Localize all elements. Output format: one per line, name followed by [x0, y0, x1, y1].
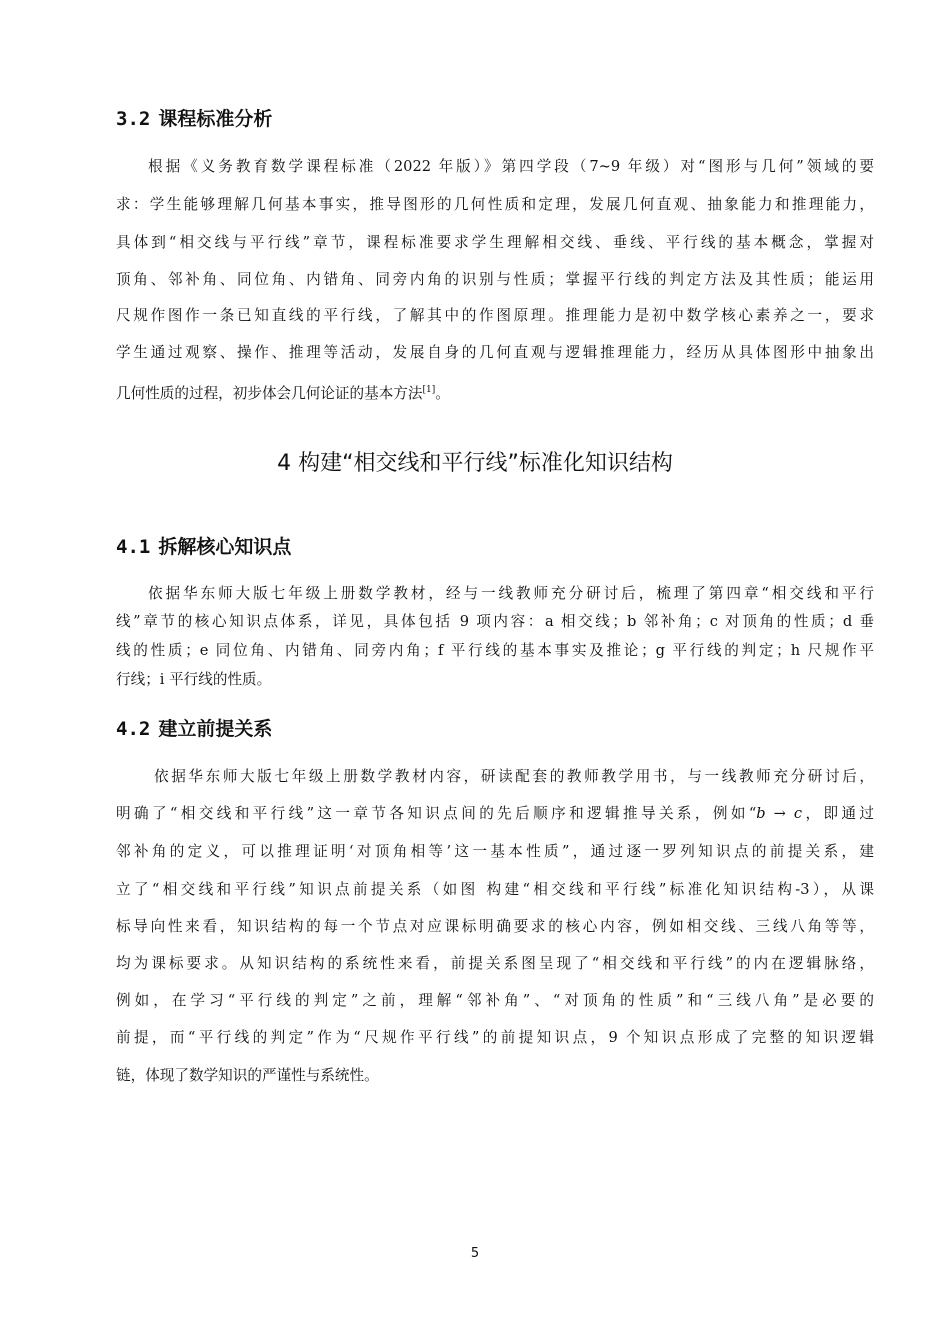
paragraph-line: 行线；i 平行线的性质。	[116, 671, 272, 688]
paragraph-line: 线的性质；e 同位角、内错角、同旁内角；f 平行线的基本事实及推论；g 平行线的判定；h 尺规作平	[116, 642, 874, 659]
paragraph-line: 立了“相交线和平行线”知识点前提关系（如图 构建“相交线和平行线”标准化知识结构-3），从课	[116, 881, 874, 898]
paragraph-line: 前提，而“平行线的判定”作为“尺规作平行线”的前提知识点，9 个知识点形成了完整的知识逻辑	[116, 1029, 874, 1046]
page-number: 5	[470, 1246, 480, 1261]
paragraph-line: 链，体现了数学知识的严谨性与系统性。	[116, 1067, 379, 1084]
paragraph-line: 根据《义务教育数学课程标准（2022 年版）》第四学段（7~9 年级）对“图形与几何”领域的要	[148, 158, 874, 175]
paragraph-line-with-math	[116, 804, 874, 824]
paragraph-line: 线”章节的核心知识点体系，详见，具体包括 9 项内容：a 相交线；b 邻补角；c 对顶角的性质；d 垂	[116, 613, 874, 630]
paragraph-line: 顶角、邻补角、同位角、内错角、同旁内角的识别与性质；掌握平行线的判定方法及其性质；能运用	[116, 271, 874, 288]
end-punct: 。	[435, 384, 450, 402]
paragraph-text: ，即通过	[802, 805, 874, 822]
math-expression: b → c	[756, 805, 803, 822]
paragraph-text: 明确了“相交线和平行线”这一章节各知识点间的先后顺序和逻辑推导关系，例如“	[116, 805, 757, 822]
paragraph-line: 依据华东师大版七年级上册数学教材，经与一线教师充分研讨后，梳理了第四章“相交线和平行	[148, 585, 874, 602]
paragraph-line: 学生通过观察、操作、推理等活动，发展自身的几何直观与逻辑推理能力，经历从具体图形中抽象出	[116, 344, 874, 361]
section-3-2-heading	[116, 104, 876, 131]
section-4-2-heading	[116, 714, 876, 741]
paragraph-text: 几何性质的过程，初步体会几何论证的基本方法	[116, 384, 423, 402]
paragraph-line: 依据华东师大版七年级上册数学教材内容，研读配套的教师教学用书，与一线教师充分研讨后，	[154, 768, 874, 785]
paragraph-line: 求：学生能够理解几何基本事实，推导图形的几何性质和定理，发展几何直观、抽象能力和推理能力，	[116, 196, 874, 213]
paragraph-line: 尺规作图作一条已知直线的平行线，了解其中的作图原理。推理能力是初中数学核心素养之一，要求	[116, 307, 874, 324]
paragraph-line: 标导向性来看，知识结构的每一个节点对应课标明确要求的核心内容，例如相交线、三线八角等等，	[116, 918, 874, 935]
section-title: 课程标准分析	[158, 108, 273, 130]
paragraph-line: 均为课标要求。从知识结构的系统性来看，前提关系图呈现了“相交线和平行线”的内在逻辑脉络，	[116, 955, 874, 972]
paragraph-line: 例如，在学习“平行线的判定”之前，理解“邻补角”、“对顶角的性质”和“三线八角”是必要的	[116, 992, 874, 1009]
section-number: 4.1	[116, 536, 151, 558]
paragraph-line: 邻补角的定义，可以推理证明‘对顶角相等’这一基本性质”，通过逐一罗列知识点的前提关系，建	[116, 843, 874, 860]
chapter-title: 4 构建“相交线和平行线”标准化知识结构	[277, 451, 673, 476]
section-title: 建立前提关系	[158, 718, 273, 740]
section-number: 3.2	[116, 108, 151, 130]
paragraph-line-with-citation	[116, 380, 874, 404]
section-4-1-heading	[116, 532, 876, 559]
citation: [1]	[422, 385, 436, 395]
paragraph-line: 具体到“相交线与平行线”章节，课程标准要求学生理解相交线、垂线、平行线的基本概念，掌握对	[116, 234, 874, 251]
section-number: 4.2	[116, 718, 151, 740]
section-title: 拆解核心知识点	[158, 536, 292, 558]
